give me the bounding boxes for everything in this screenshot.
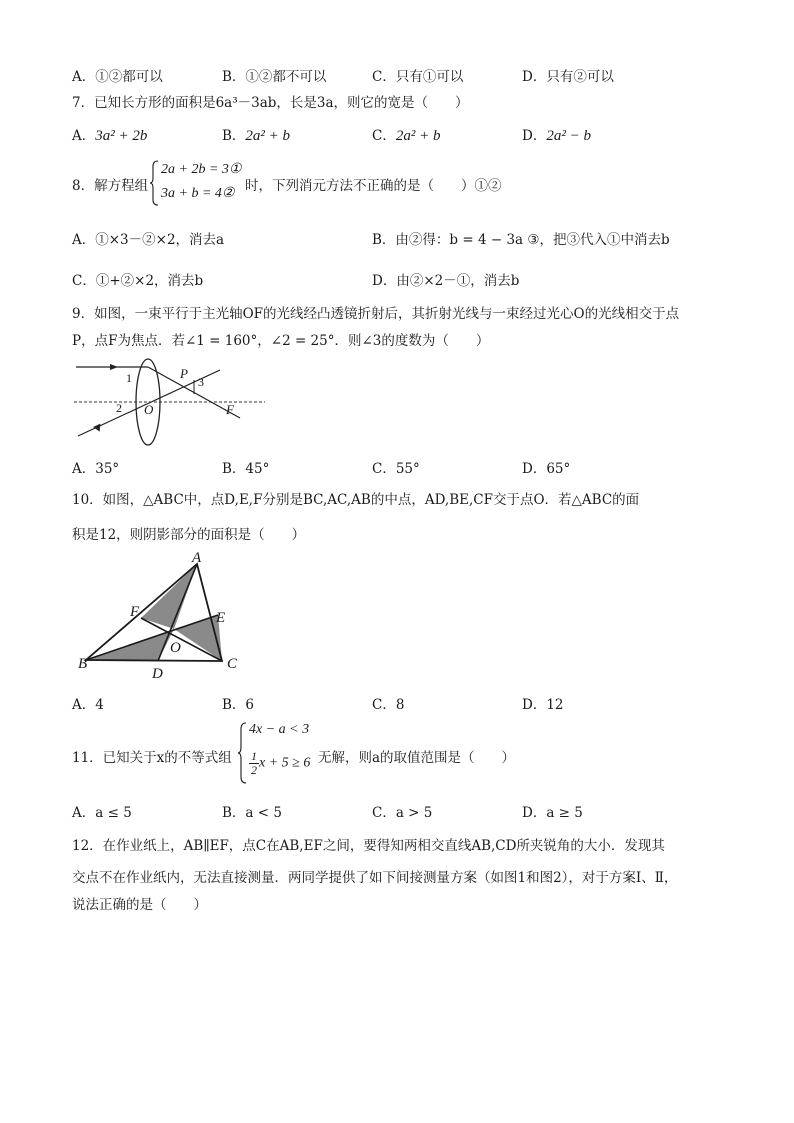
- q7-option-c-expr: 2a² + b: [395, 128, 441, 144]
- q7-option-b-expr: 2a² + b: [245, 128, 291, 144]
- q10-label-c: C: [227, 656, 238, 672]
- q12-line-2: 交点不在作业纸内，无法直接测量．两同学提供了如下间接测量方案（如图1和图2），对于方案Ⅰ、Ⅱ，: [72, 870, 678, 886]
- q10-label-o: O: [170, 640, 181, 656]
- q10-label-a: A: [192, 550, 202, 566]
- q8-brace-icon: [150, 160, 160, 206]
- q6-option-b: B．①②都不可以: [222, 69, 327, 85]
- q10-triangle-figure: [72, 550, 252, 682]
- q11-inequality-2-rest: x + 5 ≥ 6: [259, 755, 311, 771]
- q11-fraction: [249, 750, 259, 777]
- q7-option-a-letter: A．: [72, 128, 96, 144]
- q9-label-1: 1: [126, 371, 132, 385]
- q10-option-a: A．4: [72, 697, 104, 713]
- q11-option-d: D．a ≥ 5: [522, 805, 583, 821]
- q6-option-a: A．①②都可以: [72, 69, 163, 85]
- q7-option-b-letter: B．: [222, 128, 246, 144]
- q8-option-a: A．①×3－②×2，消去a: [72, 232, 225, 248]
- q7-stem: 7．已知长方形的面积是6a³－3ab，长是3a，则它的宽是（ ）: [72, 95, 469, 111]
- q11-fraction-den: 2: [251, 763, 257, 777]
- q7-option-a: [72, 124, 147, 145]
- q7-option-c: [372, 124, 440, 145]
- q7-option-d-letter: D．: [522, 128, 547, 144]
- q11-option-b: B．a < 5: [222, 805, 282, 821]
- q9-label-o: O: [144, 402, 154, 417]
- q8-suffix: 时，下列消元方法不正确的是（ ）①②: [245, 178, 502, 194]
- q9-option-a: A．35°: [72, 461, 120, 477]
- q6-option-c: C．只有①可以: [372, 69, 464, 85]
- q6-option-d: D．只有②可以: [522, 69, 614, 85]
- q11-inequality-2: [249, 750, 310, 777]
- q12-line-1: 12．在作业纸上，AB∥EF，点C在AB,EF之间，要得知两相交直线AB,CD所夹锐角的大小．发现其: [72, 838, 665, 854]
- q10-label-d: D: [152, 666, 163, 682]
- q8-option-c: C．①+②×2，消去b: [72, 273, 204, 289]
- q9-label-f: F: [226, 402, 234, 417]
- q11-option-a: A．a ≤ 5: [72, 805, 132, 821]
- q9-option-d: D．65°: [522, 461, 571, 477]
- q11-suffix: 无解，则a的取值范围是（ ）: [318, 750, 516, 766]
- q10-line-2: 积是12，则阴影部分的面积是（ ）: [72, 527, 306, 543]
- q9-label-3: 3: [198, 375, 204, 389]
- q11-prefix: 11．已知关于x的不等式组: [72, 750, 232, 766]
- q7-option-c-letter: C．: [372, 128, 396, 144]
- q9-lens-figure: [70, 352, 270, 448]
- q7-option-b: [222, 124, 290, 145]
- q10-line-1: 10．如图，△ABC中，点D,E,F分别是BC,AC,AB的中点，AD,BE,CF交于点O．若△ABC的面: [72, 492, 640, 508]
- q8-option-d: D．由②×2－①，消去b: [372, 273, 520, 289]
- q9-option-c: C．55°: [372, 461, 420, 477]
- q9-line-1: 9．如图，一束平行于主光轴OF的光线经凸透镜折射后，其折射光线与一束经过光心O的光线相交于点: [72, 306, 680, 322]
- q11-inequality-1: 4x − a < 3: [249, 722, 310, 737]
- q10-label-e: E: [216, 610, 226, 626]
- q7-option-d-expr: 2a² − b: [546, 128, 591, 144]
- q10-option-b: B．6: [222, 697, 255, 713]
- q7-option-d: [522, 124, 591, 145]
- q10-label-f: F: [130, 604, 140, 620]
- q9-option-b: B．45°: [222, 461, 270, 477]
- q9-label-2: 2: [116, 401, 122, 415]
- q10-label-b: B: [78, 656, 88, 672]
- q8-equation-2: 3a + b = 4②: [161, 186, 235, 201]
- q10-option-c: C．8: [372, 697, 405, 713]
- q8-option-b: B．由②得：b = 4 − 3a ③，把③代入①中消去b: [372, 232, 670, 248]
- q11-fraction-num: 1: [251, 749, 257, 763]
- q9-label-p: P: [180, 366, 188, 381]
- q11-option-c: C．a > 5: [372, 805, 433, 821]
- q12-line-3: 说法正确的是（ ）: [72, 897, 207, 913]
- q8-prefix: 8．解方程组: [72, 178, 149, 194]
- q10-option-d: D．12: [522, 697, 564, 713]
- q8-equation-1: 2a + 2b = 3①: [161, 162, 242, 177]
- q11-brace-icon: [238, 722, 248, 784]
- q9-line-2: P，点F为焦点．若∠1 = 160°，∠2 = 25°．则∠3的度数为（ ）: [72, 333, 490, 349]
- q7-option-a-expr: 3a² + 2b: [95, 128, 148, 144]
